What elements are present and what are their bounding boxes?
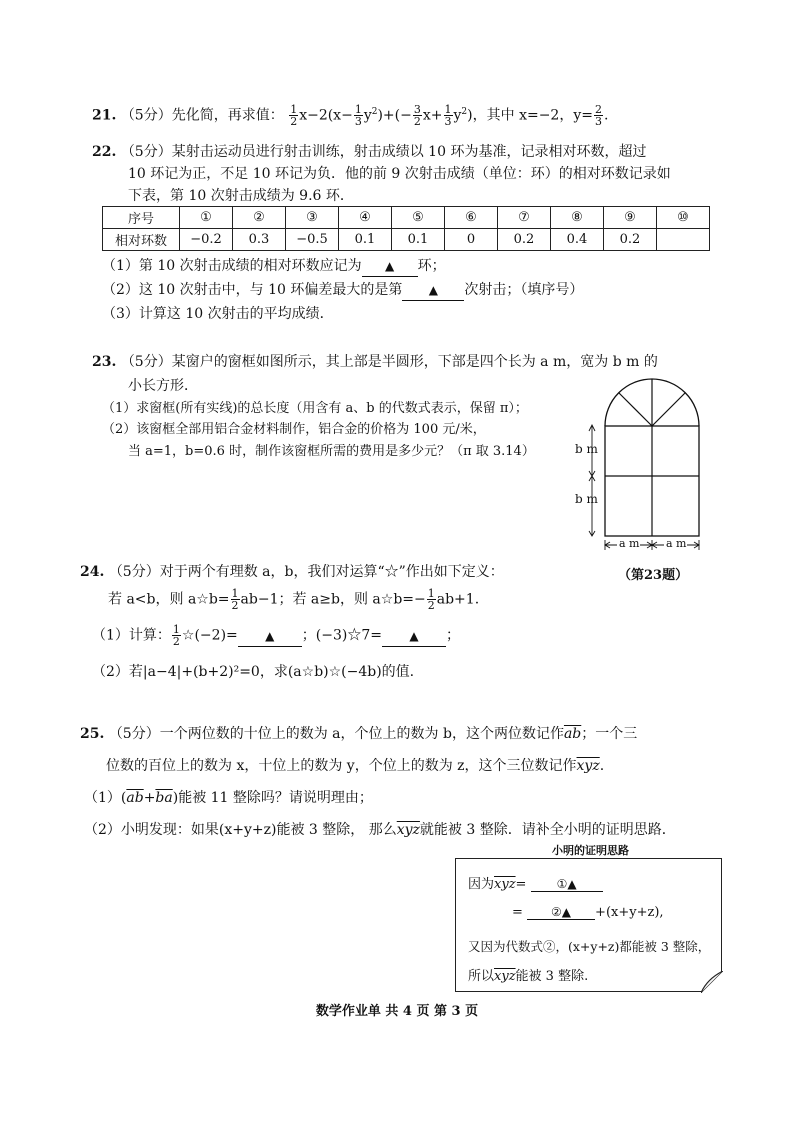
- proof-text-4c: 能被 3 整除.: [515, 969, 589, 984]
- overline-ab-2: $\overline{ab}$: [126, 790, 144, 806]
- q24-text1: 对于两个有理数 a，b，我们对运算“☆”作出如下定义：: [159, 564, 504, 580]
- q22-part1-text: （1）第 10 次射击成绩的相对环数应记为: [102, 258, 362, 274]
- q23-score: （5分）: [120, 354, 172, 370]
- proof-line-3: 又因为代数式②，(x+y+z)都能被 3 整除，: [468, 939, 711, 954]
- proof-line-1: [468, 873, 603, 892]
- table-cell: 0.3: [233, 229, 286, 251]
- arc-left-spoke: [619, 393, 652, 426]
- q21-frac-half: $\frac{1}{2}$: [290, 103, 298, 129]
- table-cell: 0.2: [498, 229, 551, 251]
- q21-expr-4: y: [453, 107, 462, 124]
- q21-frac-three-half: $\frac{3}{2}$: [413, 103, 421, 129]
- q21-expr-1: x−2(x−: [299, 107, 353, 124]
- q22-part2-text: （2）这 10 次射击中，与 10 环偏差最大的是第: [102, 282, 403, 298]
- q21-period: .: [603, 107, 609, 124]
- table-row: [103, 207, 710, 229]
- proof-sum: +(x+y+z),: [595, 905, 664, 920]
- q25-text1a: 一个两位数的十位上的数为 a，个位上的数为 b，这个两位数记作: [159, 726, 564, 742]
- table-cell: ⑥: [445, 207, 498, 229]
- q24-definition: [108, 588, 479, 611]
- q25-text2b: .: [599, 758, 605, 774]
- table-cell: 序号: [103, 207, 180, 229]
- fig-label-bm-upper: b m: [575, 442, 598, 456]
- fig-label-bm-lower: b m: [575, 492, 598, 506]
- q23-text1: 某窗户的窗框如图所示，其上部是半圆形，下部是四个长为 a m，宽为 b m 的: [171, 354, 658, 370]
- overline-ab: $\overline{ab}$: [563, 726, 582, 742]
- q24-part1-mid2: ；(−3)☆7=: [301, 627, 382, 644]
- answer-blank[interactable]: [362, 256, 418, 277]
- q24-frac-half-2: $\frac{1}{2}$: [427, 587, 435, 612]
- q21-expr-y: y: [363, 107, 372, 124]
- proof-text-4a: 所以: [468, 969, 495, 984]
- table-cell: ⑧: [551, 207, 604, 229]
- q21-expr-5: )，其中 x=−2，y=: [467, 107, 593, 124]
- table-cell: ①: [180, 207, 233, 229]
- q25-text1b: ；一个三: [581, 726, 638, 742]
- q22-text1: 某射击运动员进行射击训练，射击成绩以 10 环为基准，记录相对环数，超过: [171, 144, 647, 160]
- proof-line-4: [468, 965, 588, 984]
- table-row: [103, 229, 710, 251]
- q24-def-a: 若 a<b，则 a☆b=: [108, 591, 230, 608]
- q22-part1-suffix: 环；: [417, 258, 446, 274]
- q21-frac-third: $\frac{1}{3}$: [354, 103, 362, 129]
- q25-part1: [84, 788, 373, 808]
- table-cell: ⑨: [604, 207, 657, 229]
- table-cell: 相对环数: [103, 229, 180, 251]
- overline-xyz: $\overline{xyz}$: [576, 758, 600, 774]
- q24-line1: [80, 562, 504, 582]
- q21-score: （5分）: [120, 107, 172, 124]
- proof-box-title: 小明的证明思路: [552, 844, 629, 857]
- q25-part1-text: )能被 11 整除吗？请说明理由；: [172, 790, 373, 806]
- q24-def-c: ab+1.: [436, 591, 480, 608]
- table-cell: 0.4: [551, 229, 604, 251]
- q24-part1-mid: ☆(−2)=: [181, 627, 238, 644]
- proof-blank-1[interactable]: [531, 877, 603, 892]
- table-cell: ⑦: [498, 207, 551, 229]
- q23-part2b: 当 a=1，b=0.6 时，制作该窗框所需的费用是多少元？（π 取 3.14）: [128, 444, 535, 459]
- q25-number: 25.: [80, 726, 105, 742]
- q24-number: 24.: [80, 564, 105, 580]
- q24-def-b: ab−1；若 a≥b，则 a☆b=−: [240, 591, 426, 608]
- q24-part1: [92, 624, 460, 647]
- q22-part2: [102, 280, 583, 301]
- q23-line2: 小长方形．: [128, 378, 198, 394]
- proof-box: [455, 858, 722, 992]
- answer-blank[interactable]: [402, 280, 464, 301]
- q21-frac-y: $\frac{2}{3}$: [594, 103, 602, 129]
- page-curl-icon: [701, 971, 723, 993]
- q24-frac-half: $\frac{1}{2}$: [231, 587, 239, 612]
- q21-line: 21. （5分）先化简，再求值： $\frac{1}{2}$ x−2(x− $\frac{1}{3}$ $y^2)+(-$ $\frac{3}{2}$ x+ $\frac{1}{3}$ $y^2$)，其中 x=−2，y= $\frac{2}{3}$ .: [92, 103, 609, 129]
- triangle-mark: ▲: [428, 283, 438, 297]
- q22-line3: 下表，第 10 次射击成绩为 9.6 环．: [128, 188, 354, 204]
- proof-mark-2: ②▲: [551, 905, 572, 919]
- q24-frac-half-3: $\frac{1}{2}$: [172, 623, 180, 648]
- fig-label-am-left: a m: [619, 537, 640, 550]
- table-cell: −0.2: [180, 229, 233, 251]
- q25-part2-text-c: 就能被 3 整除．请补全小明的证明思路．: [419, 822, 676, 838]
- page-footer: 数学作业单 共 4 页 第 3 页: [315, 1004, 479, 1019]
- answer-blank[interactable]: [238, 626, 302, 647]
- table-cell: ④: [339, 207, 392, 229]
- q24-part2: （2）若|a−4|+(b+2)²=0，求(a☆b)☆(−4b)的值.: [92, 664, 415, 680]
- q23-part2a: （2）该窗框全部用铝合金材料制作，铝合金的价格为 100 元/米，: [102, 422, 486, 437]
- q22-record-table: [102, 206, 710, 251]
- q25-part2: [84, 820, 676, 840]
- answer-blank[interactable]: [382, 626, 446, 647]
- triangle-mark: ▲: [265, 628, 275, 643]
- q22-part2-suffix: 次射击；（填序号）: [464, 282, 584, 298]
- fig-label-am-right: a m: [666, 537, 687, 550]
- table-cell: −0.5: [286, 229, 339, 251]
- overline-xyz-proof: $\overline{xyz}$: [494, 877, 516, 892]
- table-cell: 0.1: [392, 229, 445, 251]
- q22-score: （5分）: [120, 144, 172, 160]
- arc-right-spoke: [652, 393, 685, 426]
- figure-caption: （第23题）: [618, 568, 689, 583]
- overline-ba: $\overline{ba}$: [155, 790, 173, 806]
- q22-number: 22.: [92, 144, 117, 160]
- q22-part1: [102, 256, 446, 277]
- q23-number: 23.: [92, 354, 117, 370]
- q21-lead: 先化简，再求值：: [171, 107, 284, 124]
- triangle-mark: ▲: [385, 259, 395, 273]
- q25-part2-text-b: 那么: [368, 822, 397, 838]
- overline-xyz-2: $\overline{xyz}$: [396, 822, 420, 838]
- q21-frac-third-2: $\frac{1}{3}$: [444, 103, 452, 129]
- overline-xyz-proof-2: $\overline{xyz}$: [494, 969, 516, 984]
- proof-text: 因为: [468, 877, 495, 892]
- q21-number: 21.: [92, 107, 117, 124]
- table-cell: 0.2: [604, 229, 657, 251]
- q22-line1: [92, 142, 646, 162]
- plus-sign: +: [143, 790, 156, 806]
- q25-text2a: 位数的百位上的数为 x，十位上的数为 y，个位上的数为 z，这个三位数记作: [106, 758, 577, 774]
- table-cell: ②: [233, 207, 286, 229]
- q25-part1-open: （1）(: [84, 790, 127, 806]
- proof-equals-2: =: [512, 905, 523, 920]
- triangle-mark: ▲: [409, 628, 419, 643]
- table-cell: [657, 229, 710, 251]
- q25-line2: [106, 756, 604, 776]
- proof-equals: =: [515, 877, 527, 892]
- q24-score: （5分）: [108, 564, 160, 580]
- proof-blank-2[interactable]: [527, 905, 595, 920]
- q23-line1: [92, 352, 658, 372]
- window-frame-figure: [570, 378, 706, 554]
- q21-expr-2: )+(−: [377, 107, 412, 124]
- table-cell: ③: [286, 207, 339, 229]
- q25-part2-text-a: （2）小明发现：如果(x+y+z)能被 3 整除，: [84, 822, 365, 838]
- table-cell: 0: [445, 229, 498, 251]
- proof-line-2: [512, 905, 664, 920]
- q24-part1-text: （1）计算：: [92, 627, 171, 644]
- table-cell: ⑤: [392, 207, 445, 229]
- q23-part1: （1）求窗框(所有实线)的总长度（用含有 a、b 的代数式表示，保留 π）；: [102, 401, 528, 416]
- table-cell: 0.1: [339, 229, 392, 251]
- q25-score: （5分）: [108, 726, 160, 742]
- table-cell: ⑩: [657, 207, 710, 229]
- q22-part3: （3）计算这 10 次射击的平均成绩．: [102, 306, 334, 322]
- q25-line1: [80, 724, 637, 744]
- q24-part1-end: ；: [445, 627, 460, 644]
- q21-expr-3: x+: [422, 107, 443, 124]
- proof-mark-1: ①▲: [556, 877, 577, 891]
- q22-line2: 10 环记为正，不足 10 环记为负．他的前 9 次射击成绩（单位：环）的相对环数记录如: [128, 166, 671, 182]
